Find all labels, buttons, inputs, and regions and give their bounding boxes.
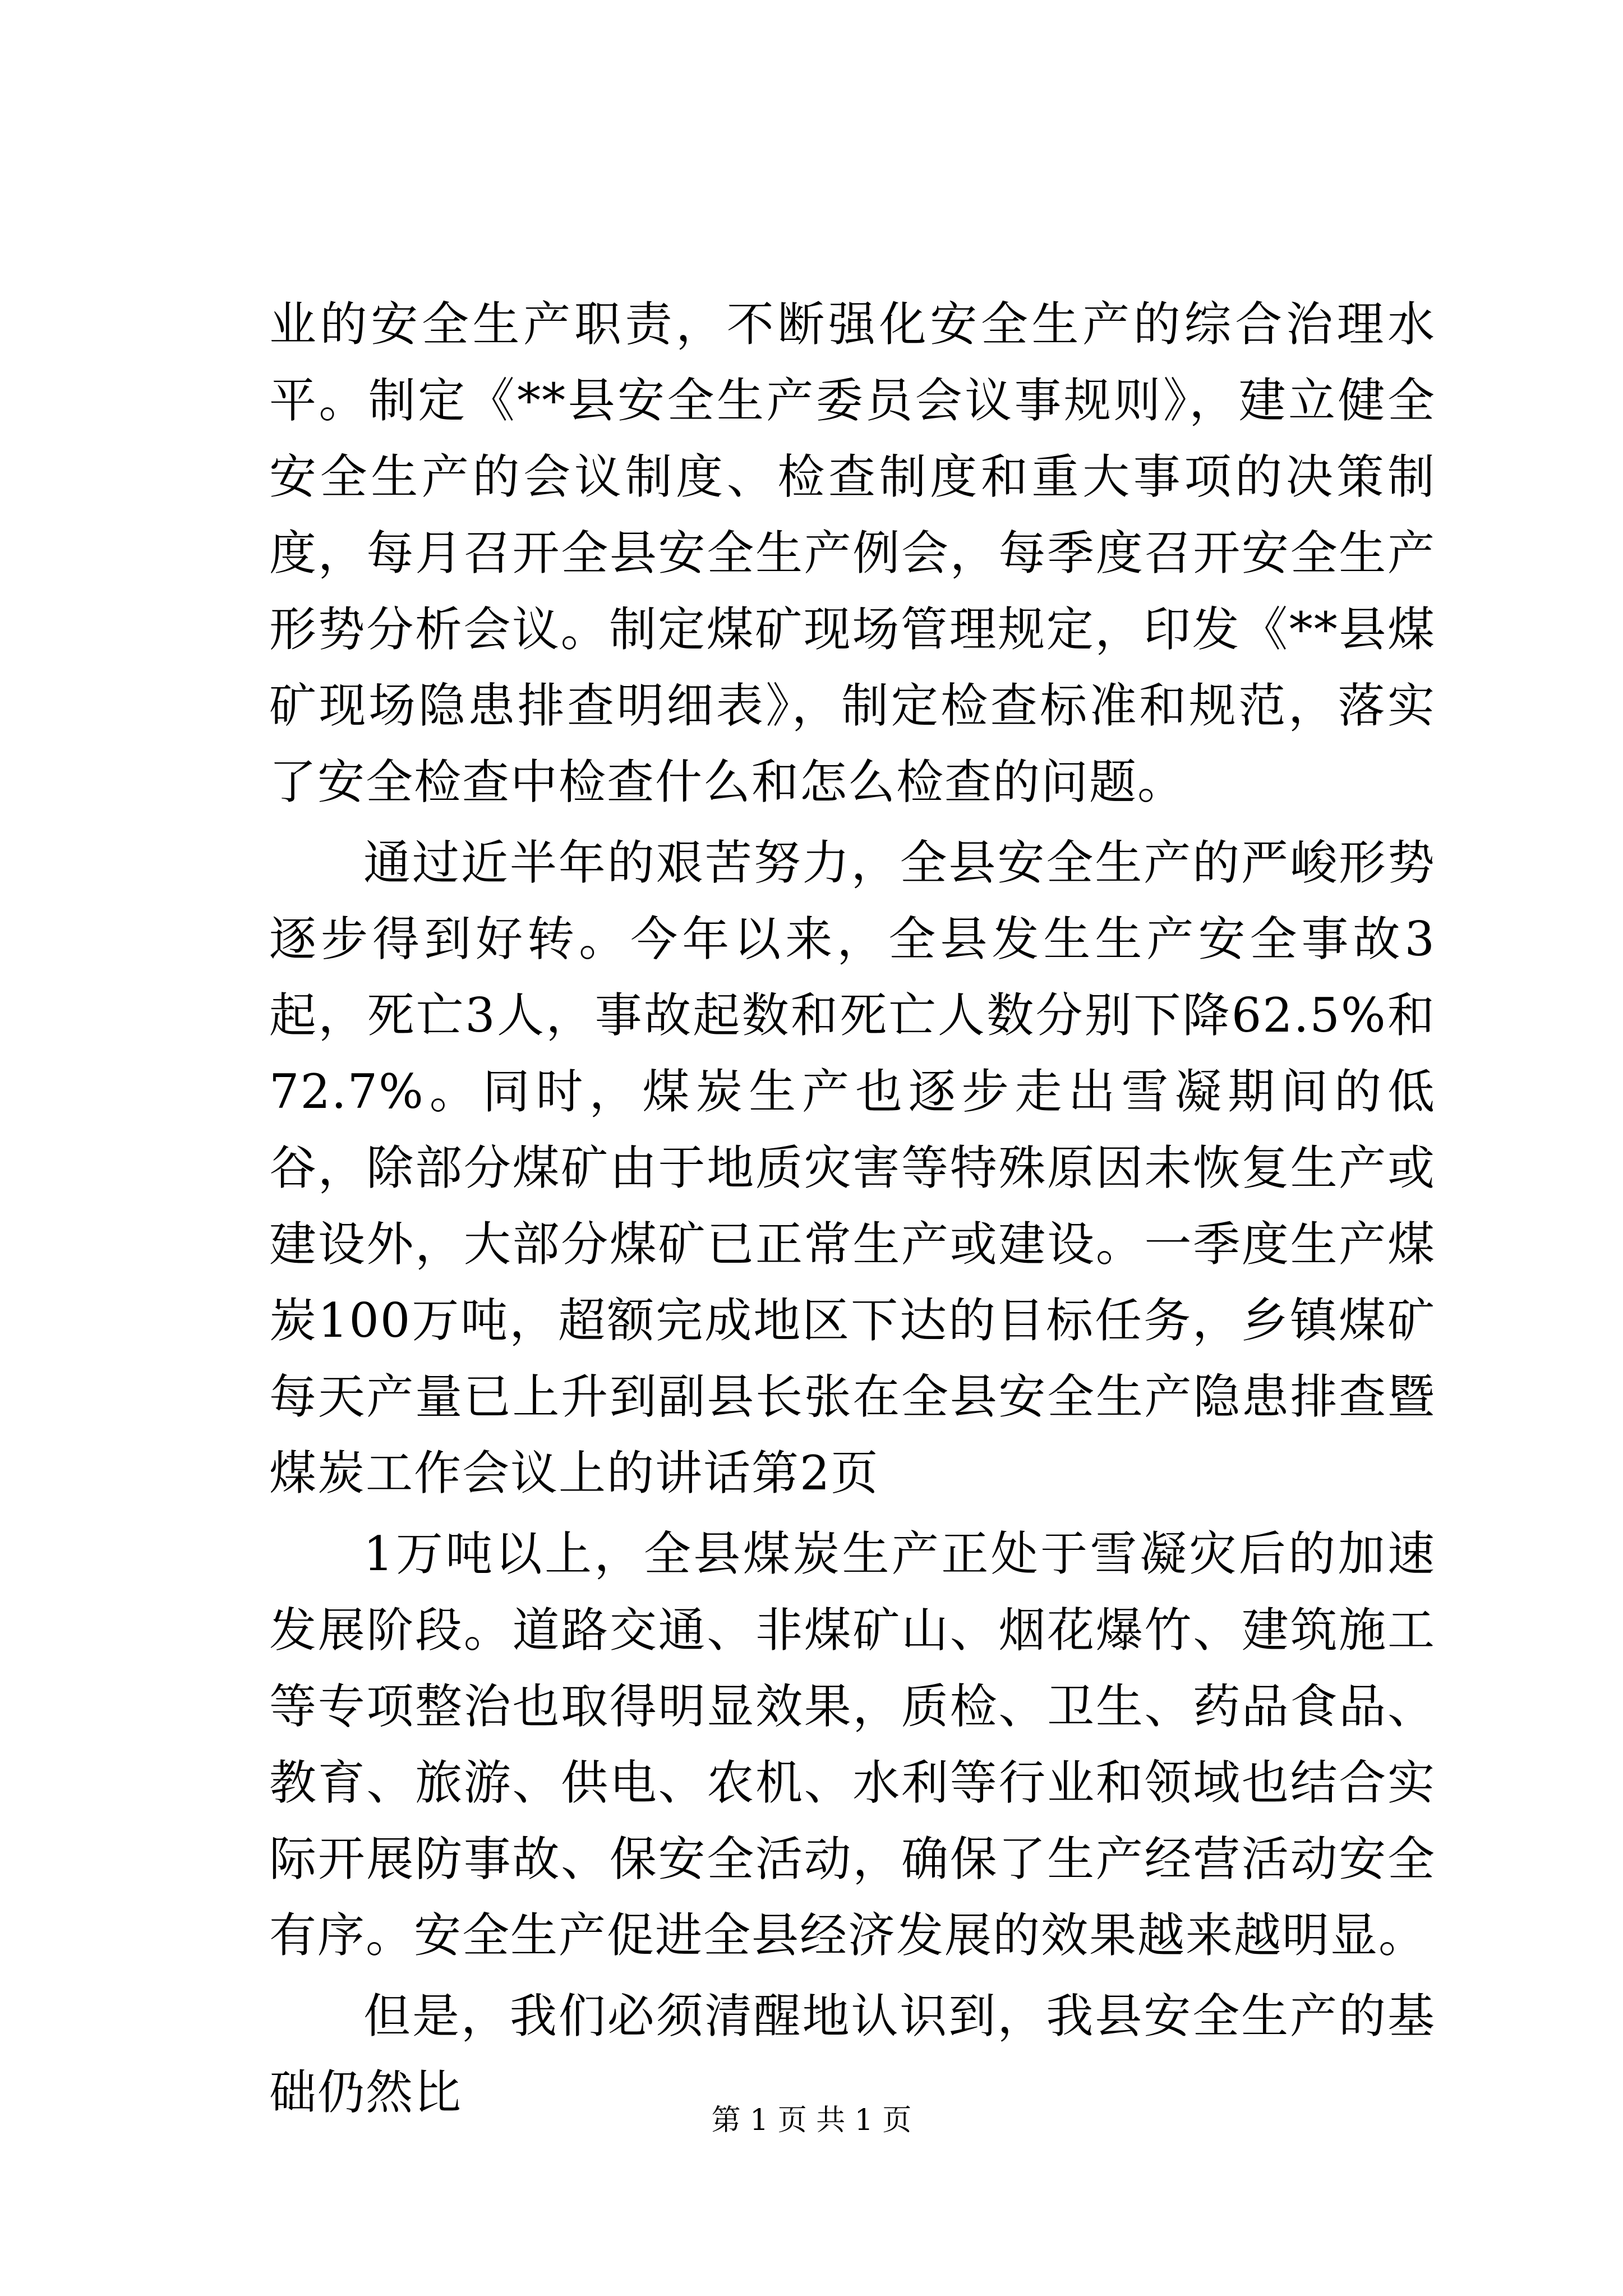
page-footer: 第 1 页 共 1 页 <box>711 2104 912 2137</box>
paragraph-4: 但是，我们必须清醒地认识到，我县安全生产的基础仍然比 <box>269 1989 1436 2120</box>
paragraph-2: 通过近半年的艰苦努力，全县安全生产的严峻形势逐步得到好转。今年以来，全县发生生产安全事故3起，死亡3人，事故起数和死亡人数分别下降62.5%和72.7%。同时，煤炭生产也逐步走出雪凝期间的低谷，除部分煤矿由于地质灾害等特殊原因未恢复生产或建设外，大部分煤矿已正常生产或建设。一季度生产煤炭100万吨，超额完成地区下达的目标任务，乡镇煤矿每天产量已上升到副县长张在全县安全生产隐患排查暨煤炭工作会议上的讲话第2页 <box>269 835 1436 1501</box>
paragraph-3: 1万吨以上，全县煤炭生产正处于雪凝灾后的加速发展阶段。道路交通、非煤矿山、烟花爆竹、建筑施工等专项整治也取得明显效果，质检、卫生、药品食品、教育、旅游、供电、农机、水利等行业和领域也结合实际开展防事故、保安全活动，确保了生产经营活动安全有序。安全生产促进全县经济发展的效果越来越明显。 <box>269 1526 1436 1963</box>
body-text <box>269 286 1436 2131</box>
paragraph-1: 业的安全生产职责，不断强化安全生产的综合治理水平。制定《**县安全生产委员会议事规则》，建立健全安全生产的会议制度、检查制度和重大事项的决策制度，每月召开全县安全生产例会，每季度召开安全生产形势分析会议。制定煤矿现场管理规定，印发《**县煤矿现场隐患排查明细表》，制定检查标准和规范，落实了安全检查中检查什么和怎么检查的问题。 <box>269 297 1436 809</box>
